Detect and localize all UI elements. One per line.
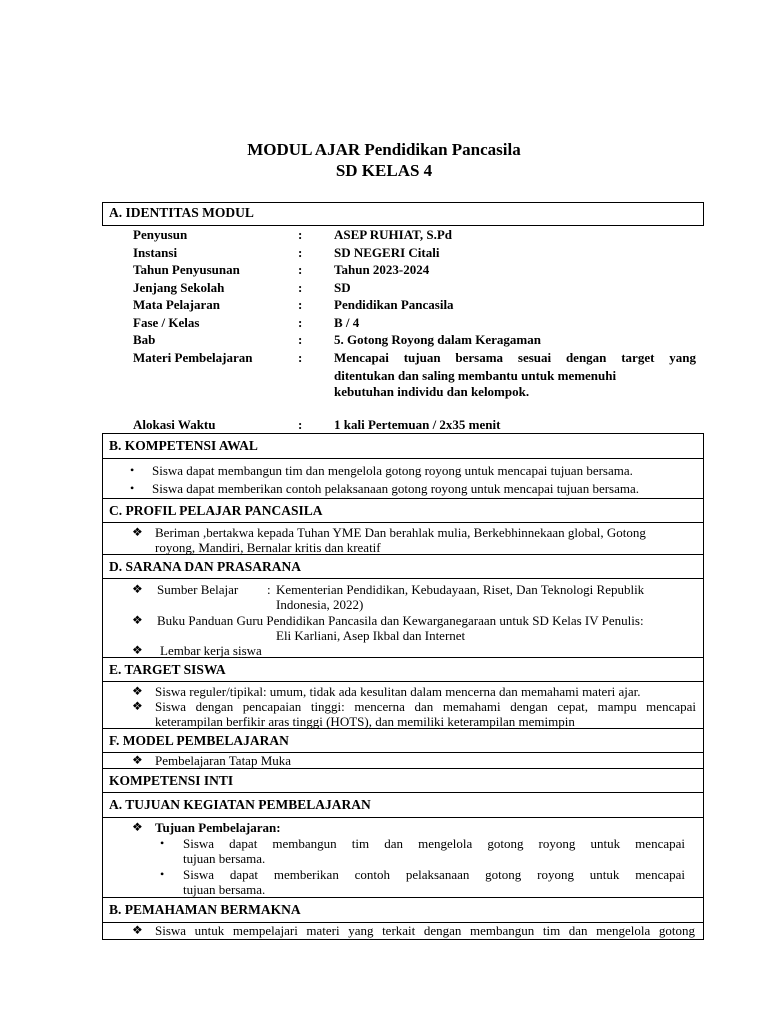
bullet-icon: • [130,481,135,495]
separator: : [298,332,303,347]
separator: : [298,417,303,432]
target-item-1: Siswa reguler/tipikal: umum, tidak ada kesulitan dalam mencerna dan memahami materi ajar. [155,684,641,699]
value-materi-line-1: Mencapai tujuan bersama sesuai dengan target yang [334,350,696,365]
document-title: MODUL AJAR Pendidikan Pancasila [247,140,521,159]
bullet-icon: • [160,836,165,850]
value-bab: 5. Gotong Royong dalam Keragaman [334,332,541,347]
pemahaman-item: Siswa untuk mempelajari materi yang terkait dengan membangun tim dan mengelola gotong [155,923,695,938]
section-model-title: F. MODEL PEMBELAJARAN [109,733,289,748]
diamond-bullet-icon: ❖ [132,684,143,698]
value-penyusun: ASEP RUHIAT, S.Pd [334,227,452,242]
diamond-bullet-icon: ❖ [132,525,143,539]
label-fase: Fase / Kelas [133,315,200,330]
separator: : [298,297,303,312]
bullet-icon: • [130,463,135,477]
sumber-belajar-line-1: Kementerian Pendidikan, Kebudayaan, Riset, Dan Teknologi Republik [276,582,645,597]
kompetensi-awal-item-2: Siswa dapat memberikan contoh pelaksanaan gotong royong untuk mencapai tujuan bersama. [152,481,639,496]
separator: : [298,227,303,242]
tujuan-sub-label: Tujuan Pembelajaran: [155,820,281,835]
value-materi-line-3: kebutuhan individu dan kelompok. [334,384,530,399]
kompetensi-inti-header [102,768,704,793]
separator: : [298,315,303,330]
value-alokasi: 1 kali Pertemuan / 2x35 menit [334,417,501,432]
lembar-kerja: Lembar kerja siswa [160,643,262,658]
tujuan-item-2-line-1: Siswa dapat memberikan contoh pelaksanaan gotong royong untuk mencapai [183,867,685,882]
label-materi: Materi Pembelajaran [133,350,253,365]
section-pemahaman-title: B. PEMAHAMAN BERMAKNA [109,902,301,917]
separator: : [298,350,303,365]
section-target-header [102,657,704,682]
model-item: Pembelajaran Tatap Muka [155,753,292,768]
section-kompetensi-awal-title: B. KOMPETENSI AWAL [109,438,258,453]
label-jenjang: Jenjang Sekolah [133,280,225,295]
label-tahun: Tahun Penyusunan [133,262,240,277]
sumber-belajar-label: Sumber Belajar [157,582,239,597]
value-fase: B / 4 [334,315,360,330]
profil-line-1: Beriman ,bertakwa kepada Tuhan YME Dan berahlak mulia, Berkebhinnekaan global, Gotong [155,525,646,540]
section-tujuan-title: A. TUJUAN KEGIATAN PEMBELAJARAN [109,797,371,812]
section-kompetensi-awal-header [102,433,704,459]
buku-panduan-line-1: Buku Panduan Guru Pendidikan Pancasila dan Kewarganegaraan untuk SD Kelas IV Penulis: [157,613,644,628]
target-item-2-line-2: keterampilan berfikir aras tinggi (HOTS), dan memiliki keterampilan memimpin [155,714,575,729]
value-mapel: Pendidikan Pancasila [334,297,454,312]
diamond-bullet-icon: ❖ [132,753,143,767]
tujuan-item-1-line-2: tujuan bersama. [183,851,266,866]
value-jenjang: SD [334,280,351,295]
diamond-bullet-icon: ❖ [132,582,143,596]
diamond-bullet-icon: ❖ [132,820,143,834]
diamond-bullet-icon: ❖ [132,699,143,713]
tujuan-item-2-line-2: tujuan bersama. [183,882,266,897]
kompetensi-awal-item-1: Siswa dapat membangun tim dan mengelola gotong royong untuk mencapai tujuan bersama. [152,463,633,478]
tujuan-item-1-line-1: Siswa dapat membangun tim dan mengelola gotong royong untuk mencapai [183,836,685,851]
section-identitas-header [102,202,704,226]
bullet-icon: • [160,867,165,881]
label-instansi: Instansi [133,245,178,260]
target-item-2-line-1: Siswa dengan pencapaian tinggi: mencerna dan memahami dengan cepat, mampu mencapai [155,699,696,714]
section-pemahaman-header [102,897,704,923]
label-alokasi: Alokasi Waktu [133,417,216,432]
sumber-belajar-line-2: Indonesia, 2022) [276,597,364,612]
section-tujuan-header [102,792,704,818]
section-sarana-header [102,554,704,579]
profil-line-2: royong, Mandiri, Bernalar kritis dan kreatif [155,540,381,555]
value-materi-line-2: ditentukan dan saling membantu untuk memenuhi [334,368,617,383]
section-identitas-title: A. IDENTITAS MODUL [109,205,254,220]
label-mapel: Mata Pelajaran [133,297,221,312]
diamond-bullet-icon: ❖ [132,923,143,937]
diamond-bullet-icon: ❖ [132,613,143,627]
sumber-belajar-separator: : [267,582,271,597]
separator: : [298,262,303,277]
document-subtitle: SD KELAS 4 [335,161,433,180]
section-target-title: E. TARGET SISWA [109,662,226,677]
separator: : [298,245,303,260]
kompetensi-inti-title: KOMPETENSI INTI [109,773,234,788]
value-instansi: SD NEGERI Citali [334,245,440,260]
section-profil-header [102,498,704,523]
section-model-header [102,728,704,753]
value-tahun: Tahun 2023-2024 [334,262,430,277]
section-sarana-title: D. SARANA DAN PRASARANA [109,559,302,574]
diamond-bullet-icon: ❖ [132,643,143,657]
section-profil-title: C. PROFIL PELAJAR PANCASILA [109,503,323,518]
label-bab: Bab [133,332,156,347]
label-penyusun: Penyusun [133,227,188,242]
buku-panduan-line-2: Eli Karliani, Asep Ikbal dan Internet [276,628,466,643]
separator: : [298,280,303,295]
